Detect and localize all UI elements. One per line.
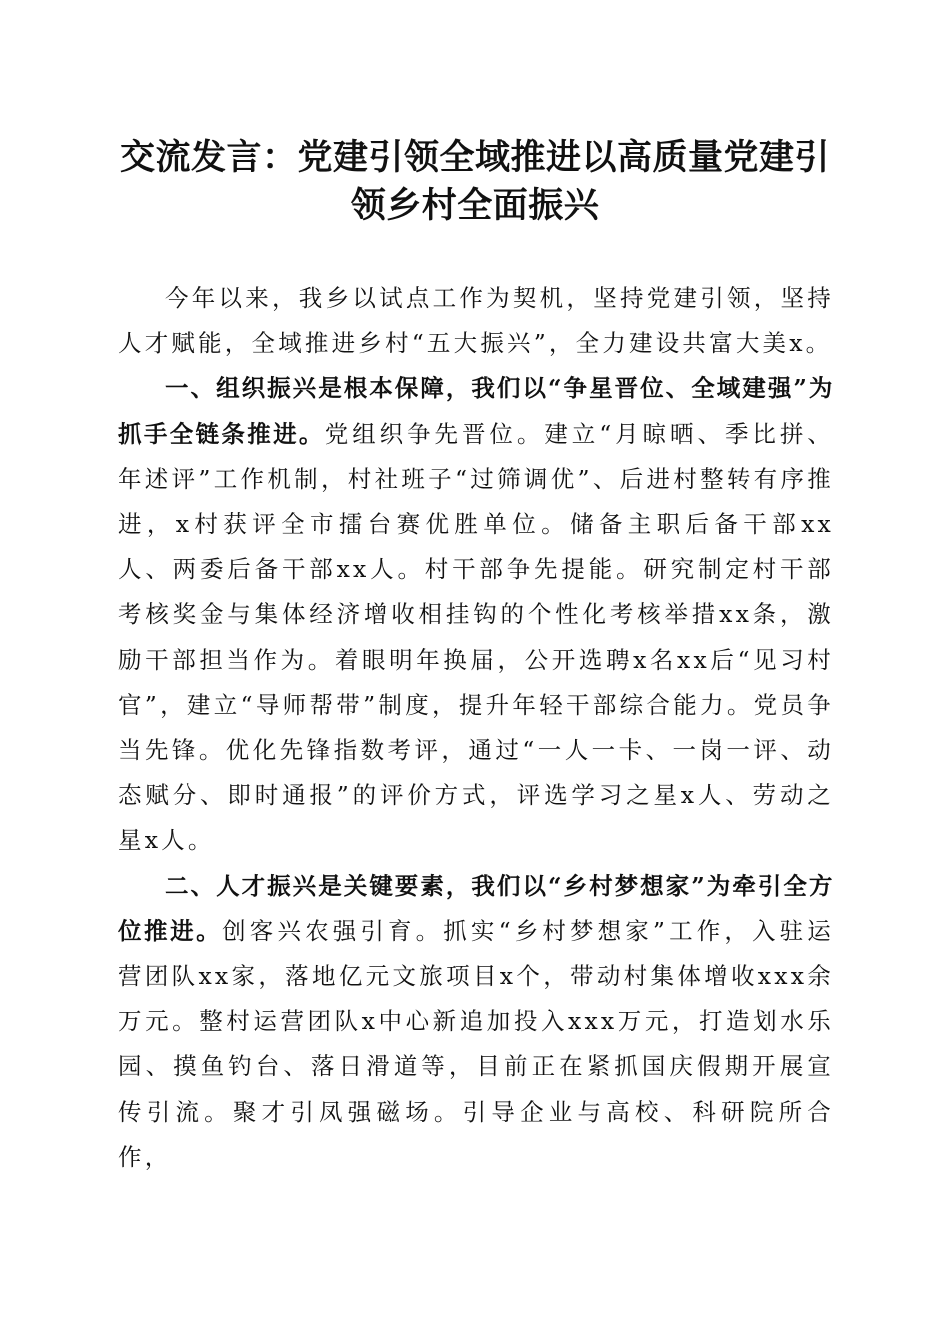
intro-paragraph	[118, 276, 834, 366]
section-talent-paragraph	[118, 864, 834, 1180]
section-heading: 一、组织振兴是根本保障，我们以“争星晋位、全域建强”为抓手全链条推进。	[118, 374, 834, 448]
document-title: 交流发言：党建引领全域推进以高质量党建引领乡村全面振兴	[119, 137, 830, 226]
paragraph-text: 今年以来，我乡以试点工作为契机，坚持党建引领，坚持人才赋能，全域推进乡村“五大振兴”，全力建设共富大美x。	[118, 284, 834, 358]
document-body	[118, 276, 834, 1180]
paragraph-text: 党组织争先晋位。建立“月晾晒、季比拼、年述评”工作机制，村社班子“过筛调优”、后进村整转有序推进，x村获评全市擂台赛优胜单位。储备主职后备干部xx人、两委后备干部xx人。村干部争先提能。研究制定村干部考核奖金与集体经济增收相挂钩的个性化考核举措xx条，激励干部担当作为。着眼明年换届，公开选聘x名xx后“见习村官”，建立“导师帮带”制度，提升年轻干部综合能力。党员争当先锋。优化先锋指数考评，通过“一人一卡、一岗一评、动态赋分、即时通报”的评价方式，评选学习之星x人、劳动之星x人。	[118, 419, 834, 855]
paragraph-text: 创客兴农强引育。抓实“乡村梦想家”工作，入驻运营团队xx家，落地亿元文旅项目x个，带动村集体增收xxx余万元。整村运营团队x中心新追加投入xxx万元，打造划水乐园、摸鱼钓台、落日滑道等，目前正在紧抓国庆假期开展宣传引流。聚才引凤强磁场。引导企业与高校、科研院所合作，	[118, 916, 834, 1171]
section-organization-paragraph	[118, 366, 834, 863]
section-heading: 二、人才振兴是关键要素，我们以“乡村梦想家”为牵引全方位推进。	[118, 871, 834, 945]
